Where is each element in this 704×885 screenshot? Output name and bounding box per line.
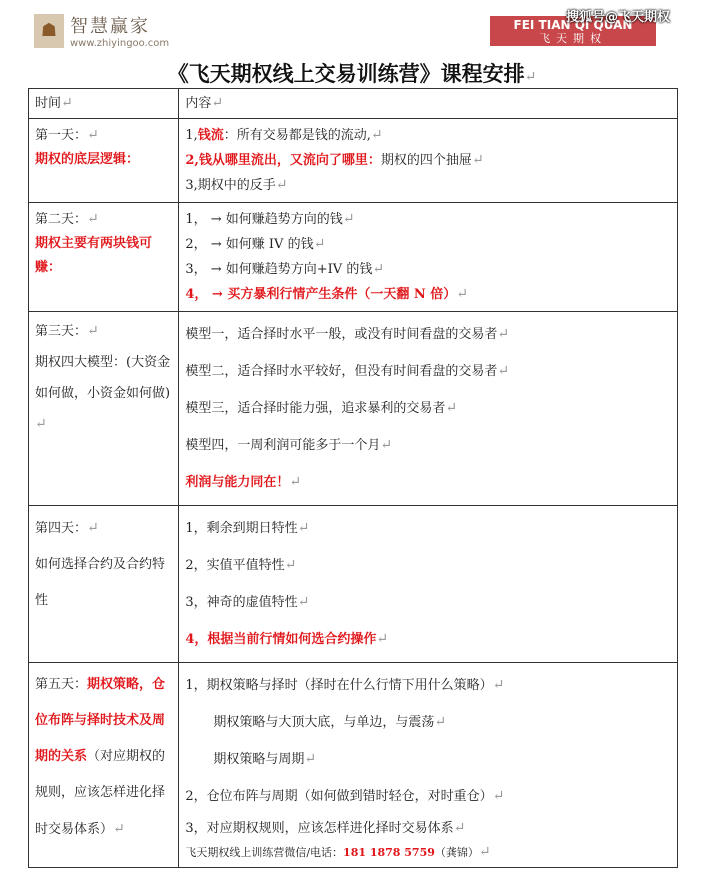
page-title: 《飞天期权线上交易训练营》课程安排↵: [167, 61, 537, 86]
table-row-day3: [29, 312, 678, 506]
day2-content: [179, 203, 678, 312]
day1-topic: 期权的底层逻辑：: [35, 152, 140, 167]
list-item: 3，神奇的虚值特性↵: [185, 594, 310, 610]
header-time: 时间↵: [29, 89, 179, 119]
table-row-day5: [29, 663, 678, 868]
day4-topic: 如何选择合约及合约特性: [35, 557, 166, 608]
day2-topic: 期权主要有两块钱可赚：: [35, 236, 153, 275]
day4-content: [179, 506, 678, 663]
list-item: 2，实值平值特性↵: [185, 557, 297, 573]
list-item: 利润与能力同在！↵: [185, 474, 302, 490]
list-item: 2,钱从哪里流出，又流向了哪里：期权的四个抽屉↵: [185, 152, 484, 168]
table-row-day1: [29, 119, 678, 203]
sohu-watermark: 搜狐号@飞天期权: [566, 10, 671, 25]
list-item: 2，仓位布阵与周期（如何做到错时轻仓，对时重仓）↵: [185, 788, 505, 804]
day3-cell: 第三天：↵ 期权四大模型：(大资金如何做，小资金如何做) ↵: [29, 312, 179, 506]
logo-icon: ☗: [34, 14, 64, 48]
list-item: 3,期权中的反手↵: [185, 177, 288, 193]
list-item: 1，剩余到期日特性↵: [185, 520, 310, 536]
table-row-day4: [29, 506, 678, 663]
list-item: 4，根据当前行情如何选合约操作↵: [185, 631, 389, 647]
list-item: 1，期权策略与择时（择时在什么行情下用什么策略）↵: [185, 677, 505, 693]
day5-label: 第五天：: [35, 677, 88, 692]
list-item: 模型二，适合择时水平较好，但没有时间看盘的交易者↵: [185, 363, 510, 379]
contact-info: 飞天期权线上训练营微信/电话：181 1878 5759（龚锦）↵: [185, 844, 491, 860]
day1-cell: 第一天：↵ 期权的底层逻辑：: [29, 119, 179, 203]
day5-cell: 第五天：期权策略，仓位布阵与择时技术及周期的关系（对应期权的规则，应该怎样进化择时交易体系）↵: [29, 663, 179, 868]
day1-content: [179, 119, 678, 203]
day4-cell: 第四天：↵ 如何选择合约及合约特性: [29, 506, 179, 663]
table-header-row: [29, 89, 678, 119]
day2-cell: 第二天：↵ 期权主要有两块钱可赚：: [29, 203, 179, 312]
page-header: [0, 0, 704, 52]
day3-content: [179, 312, 678, 506]
list-item: 模型一，适合择时水平一般，或没有时间看盘的交易者↵: [185, 326, 510, 342]
table-row-day2: [29, 203, 678, 312]
list-item: 3， → 如何赚趋势方向+IV 的钱↵: [185, 261, 385, 277]
day5-content: [179, 663, 678, 868]
logo-url: www.zhiyingoo.com: [70, 38, 170, 49]
list-item: 2， → 如何赚 IV 的钱↵: [185, 236, 326, 252]
zhiyingjia-logo: [34, 12, 169, 49]
brand-english: FEI TIAN QI QUAN: [513, 18, 633, 32]
day4-label: 第四天：: [35, 521, 88, 536]
header-content: 内容↵: [179, 89, 678, 119]
contact-phone: 181 1878 5759: [343, 846, 435, 859]
list-item: 模型三，适合择时能力强，追求暴利的交易者↵: [185, 400, 458, 416]
day2-label: 第二天：: [35, 212, 88, 227]
logo-name: 智慧赢家: [70, 16, 150, 37]
day3-topic: 期权四大模型：(大资金如何做，小资金如何做): [35, 355, 171, 401]
day1-label: 第一天：: [35, 128, 88, 143]
list-item: 4， → 买方暴利行情产生条件（一天翻 N 倍）↵: [185, 286, 468, 302]
list-item: 1,钱流：所有交易都是钱的流动,↵: [185, 127, 383, 143]
brand-chinese: 飞天期权: [539, 32, 607, 45]
list-item: 期权策略与周期↵: [213, 751, 317, 767]
list-item: 3，对应期权规则，应该怎样进化择时交易体系↵: [185, 820, 466, 836]
list-item: 1， → 如何赚趋势方向的钱↵: [185, 211, 355, 227]
list-item: 模型四，一周利润可能多于一个月↵: [185, 437, 393, 453]
list-item: 期权策略与大顶大底，与单边，与震荡↵: [213, 714, 447, 730]
day5-topic-note: （对应期权的规则，应该怎样进化择时交易体系）: [35, 749, 166, 837]
day5-topic: 期权策略，仓位布阵与择时技术及周期的关系: [35, 677, 166, 764]
day3-label: 第三天：: [35, 324, 88, 339]
course-schedule-table: [28, 88, 678, 868]
